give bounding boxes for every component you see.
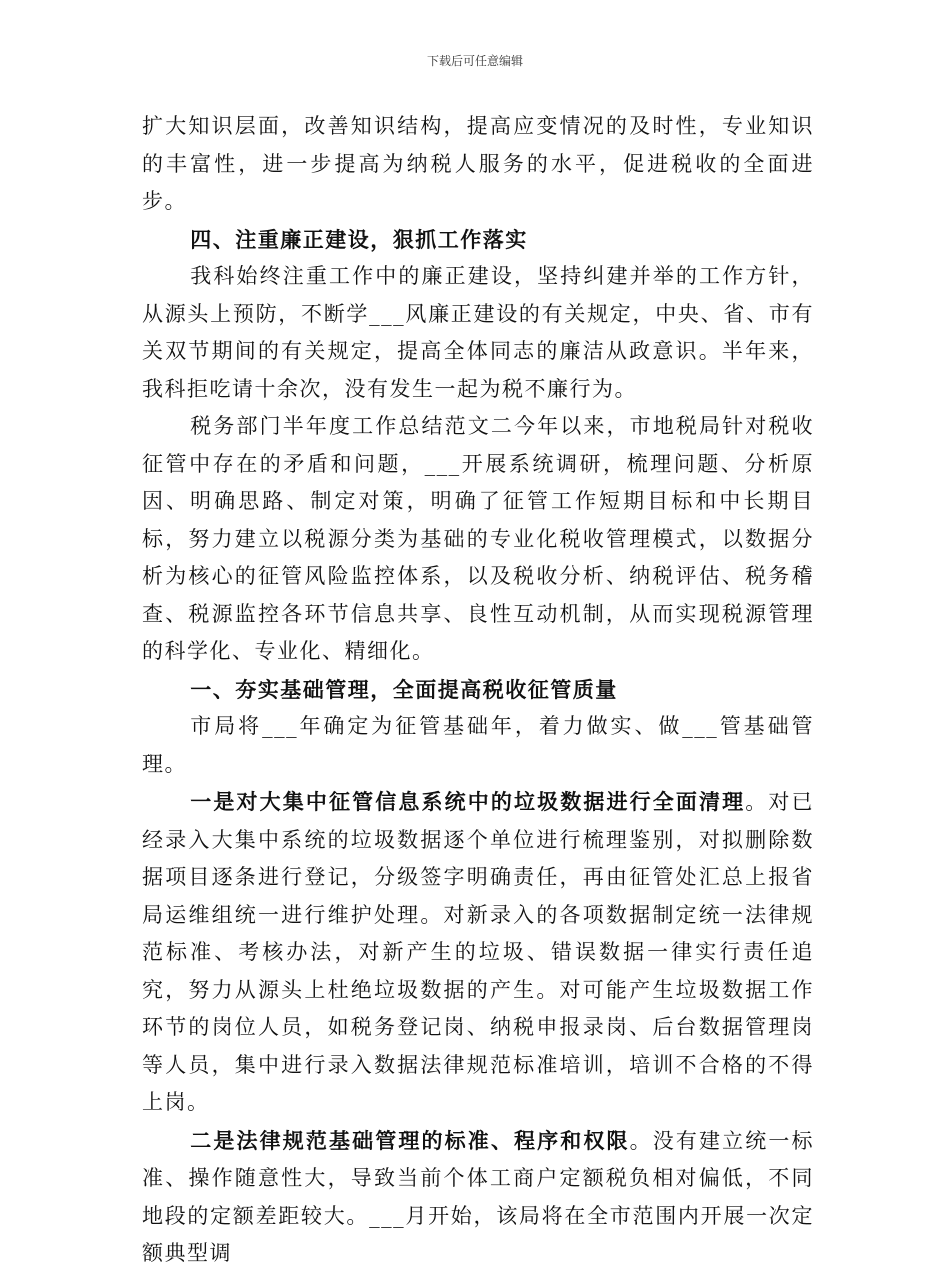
paragraph-2: 我科始终注重工作中的廉正建设，坚持纠建并举的工作方针，从源头上预防，不断学___风廉正建设的有关规定，中央、省、市有关双节期间的有关规定，提高全体同志的廉洁从政意识。半年来，我科拒吃请十余次，没有发生一起为税不廉行为。 bbox=[142, 264, 814, 401]
header-note: 下载后可任意编辑 bbox=[426, 54, 523, 68]
paragraph-6 bbox=[142, 1122, 814, 1273]
paragraph-5 bbox=[142, 783, 814, 1122]
paragraph-5-text: 。对已经录入大集中系统的垃圾数据逐个单位进行梳理鉴别，对拟删除数据项目逐条进行登记，分级签字明确责任，再由征管处汇总上报省局运维组统一进行维护处理。对新录入的各项数据制定统一法律规范标准、考核办法，对新产生的垃圾、错误数据一律实行责任追究，努力从源头上杜绝垃圾数据的产生。对可能产生垃圾数据工作环节的岗位人员，如税务登记岗、纳税申报录岗、后台数据管理岗等人员，集中进行录入数据法律规范标准培训，培训不合格的不得上岗。 bbox=[142, 790, 815, 1114]
paragraph-4: 市局将___年确定为征管基础年，着力做实、做___管基础管理。 bbox=[142, 714, 814, 776]
document-body bbox=[142, 108, 814, 1273]
paragraph-5-lead: 一是对大集中征管信息系统中的垃圾数据进行全面清理 bbox=[190, 789, 746, 814]
paragraph-6-lead: 二是法律规范基础管理的标准、程序和权限 bbox=[190, 1127, 630, 1153]
paragraph-1: 扩大知识层面，改善知识结构，提高应变情况的及时性，专业知识的丰富性，进一步提高为纳税人服务的水平，促进税收的全面进步。 bbox=[142, 114, 814, 213]
paragraph-3: 税务部门半年度工作总结范文二今年以来，市地税局针对税收征管中存在的矛盾和问题，___开展系统调研，梳理问题、分析原因、明确思路、制定对策，明确了征管工作短期目标和中长期目标，努力建立以税源分类为基础的专业化税收管理模式，以数据分析为核心的征管风险监控体系，以及税收分析、纳税评估、税务稽查、税源监控各环节信息共享、良性互动机制，从而实现税源管理的科学化、专业化、精细化。 bbox=[142, 414, 814, 663]
section-heading-1: 一、夯实基础管理，全面提高税收征管质量 bbox=[190, 676, 618, 702]
paragraph-6-text: 。没有建立统一标准、操作随意性大，导致当前个体工商户定额税负相对偏低，不同地段的定额差距较大。___月开始，该局将在全市范围内开展一次定额典型调 bbox=[142, 1128, 815, 1265]
section-heading-4: 四、注重廉正建设，狠抓工作落实 bbox=[190, 226, 528, 252]
